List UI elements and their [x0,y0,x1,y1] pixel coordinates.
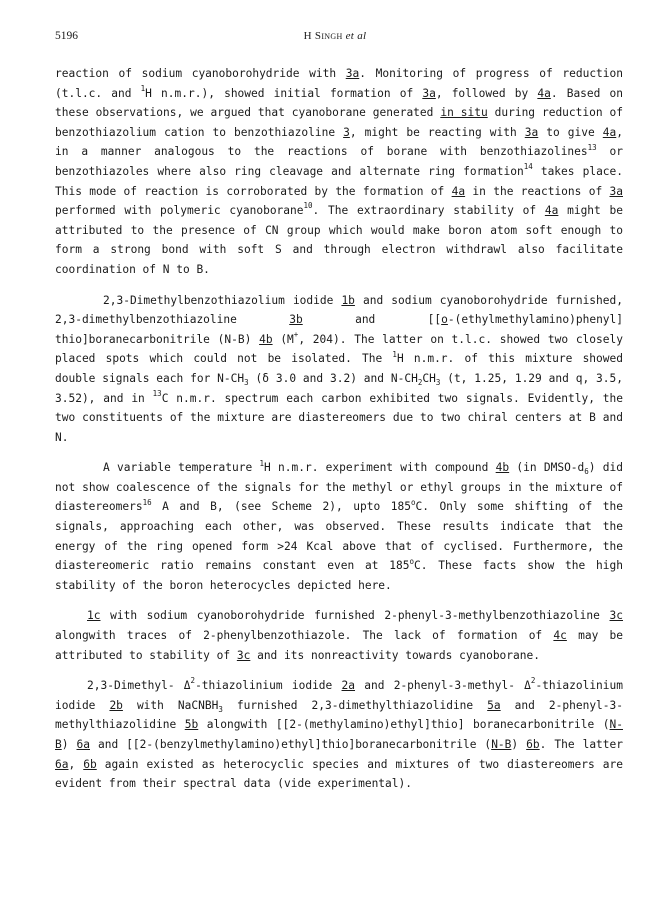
text-run: and [[ [302,313,442,327]
paragraph [55,676,623,794]
text-run: might be attributed to the presence of CN group which would make boron atom soft enough to form a strong bond with soft S and through electron withdrawl also facilitate coordination of N to B. [55,204,623,276]
text-run: to give [538,125,603,139]
text-run: C. Only some shifting of the signals, approaching each other, was observed. These results indicate that the energy of the ring opened form >24 Kcal above that of cyclised. Furthermore, the diastereomeric ratio remains constant even at 185 [55,500,623,573]
text-run: again existed as heterocyclic species and mixtures of two diastereomers are evident from their spectral data (vide experimental). [55,757,623,791]
text-run: C n.m.r. spectrum each carbon exhibited two signals. Evidently, the two constituents of the mixture are diastereomers due to two chiral centers at B and N. [55,391,624,444]
running-head-etal: et al [345,30,367,42]
text-run: -(ethylmethylamino)phenyl] thio]boranecarbonitrile (N-B) [55,313,624,346]
text-run: takes place. This mode of reaction is corroborated by the formation of [55,164,624,198]
text-run: , in a manner analogous to the reactions of borane with benzothiazolines [55,125,624,159]
text-run: and [[2-(benzylmethylamino)ethyl]thio]boranecarbonitrile ( [89,738,492,751]
text-run: H n.m.r. of this mixture showed double signals each for N-CH [55,352,623,385]
text-run: . The latter [539,738,623,751]
superscript: 13 [587,142,597,152]
paragraph [55,458,623,595]
text-run: performed with polymeric cyanoborane [55,204,304,218]
text-run: (t, 1.25, 1.29 and q, 3.5, 3.52), and in [55,371,623,405]
compound-ref: 3c [609,609,623,623]
text-run: ) [511,738,527,751]
superscript: 2 [530,676,536,686]
compound-ref: 2a [341,679,356,693]
text-run: -thiazolinium iodide [195,679,342,693]
page-header [55,30,615,46]
compound-ref: 5b [184,718,199,732]
text-run: ) did not show coalescence of the signals for the methyl or ethyl groups in the mixture of diastereomers [55,461,623,514]
compound-ref: 4a [544,204,559,218]
compound-ref: in situ [440,106,488,120]
text-run: , followed by [435,86,538,100]
compound-ref: 3c [236,648,251,662]
text-run: and its nonreactivity towards cyanoborane. [250,648,540,662]
compound-ref: 4b [259,332,273,346]
paragraph [55,64,623,280]
text-run: 2,3-Dimethylbenzothiazolium iodide [103,293,342,307]
superscript: 13 [152,388,162,398]
compound-ref: 6b [83,757,97,771]
text-run: ) [61,738,77,751]
running-head [55,30,615,42]
superscript: 16 [142,497,152,507]
compound-ref: 6b [526,738,540,751]
superscript: 14 [523,162,533,172]
compound-ref: 1c [87,609,101,623]
text-run: may be attributed to stability of [55,629,623,662]
compound-ref: N-B [55,718,623,751]
compound-ref: 3a [345,67,360,80]
subscript: 3 [218,705,223,715]
superscript: 1 [140,83,146,93]
text-run: , [68,757,84,771]
text-run: H n.m.r.), showed initial formation of [145,86,423,100]
compound-ref: 3a [524,125,539,139]
subscript: 3 [435,378,441,388]
text-run: (δ 3.0 and 3.2) and N-CH [248,371,418,385]
text-run: H n.m.r. experiment with compound [264,461,496,475]
superscript: 2 [190,676,196,686]
text-run: . Based on these observations, we argued that cyanoborane generated [55,86,624,120]
text-run: in the reactions of [465,184,610,198]
paragraph [55,606,623,665]
superscript: + [293,329,299,339]
text-run: with NaCNBH [122,698,219,712]
text-run: , 204). The latter on t.l.c. showed two closely placed spots which could not be isolated. The [55,332,623,366]
compound-ref: 4a [537,86,551,100]
compound-ref: 6a [76,738,90,751]
text-run: A and B, (see Scheme 2), upto 185 [151,500,411,514]
text-run: alongwith traces of 2-phenylbenzothiazole. The lack of formation of [55,629,554,643]
text-run: furnished 2,3-dimethylthiazolidine [222,698,488,712]
text-run: (in DMSO-d [509,461,585,475]
text-run: . The extraordinary stability of [312,204,545,218]
text-run: and sodium cyanoborohydride furnished, 2,3-dimethylbenzothiazoline [55,293,623,327]
text-run: C. These facts show the high stability of the boron heterocycles depicted here. [55,559,623,592]
subscript: 6 [584,467,589,477]
compound-ref: N-B [491,738,512,751]
text-run: -thiazolinium iodide [55,679,623,712]
text-run: or benzothiazoles where also ring cleavage and alternate ring formation [55,145,623,178]
body-text [55,64,623,805]
text-run: and 2-phenyl-3-methylthiazolidine [55,698,623,732]
superscript: 1 [259,458,265,468]
text-run: and 2-phenyl-3-methyl- Δ [355,679,531,693]
compound-ref: 5a [487,698,501,712]
compound-ref: o [441,313,448,327]
text-run: 2,3-Dimethyl- Δ [87,679,191,693]
superscript: o [410,497,416,507]
compound-ref: 2b [109,698,123,712]
superscript: 1 [392,349,397,359]
text-run: A variable temperature [103,461,260,475]
compound-ref: 6a [55,757,69,771]
text-run: CH [422,371,436,385]
superscript: 10 [303,201,313,211]
compound-ref: 1b [341,293,355,307]
page-number: 5196 [55,30,78,42]
compound-ref: 3 [343,125,350,139]
superscript: o [409,556,415,566]
running-head-author: H Singh [303,30,343,42]
text-run: (M [272,332,294,346]
text-run: , might be reacting with [349,125,525,139]
compound-ref: 3b [289,313,303,327]
text-run: reaction of sodium cyanoborohydride with [55,67,346,80]
text-run: alongwith [[2-(methylamino)ethyl]thio] boranecarbonitrile ( [198,718,610,732]
text-run: during reduction of benzothiazolium cation to benzothiazoline [55,106,623,139]
paragraph [55,291,623,448]
text-run: . Monitoring of progress of reduction (t.l.c. and [55,67,624,100]
compound-ref: 4a [602,125,617,139]
compound-ref: 3a [609,184,623,198]
compound-ref: 4c [553,629,567,643]
compound-ref: 3a [422,86,436,100]
compound-ref: 4b [495,461,510,475]
text-run: with sodium cyanoborohydride furnished 2-phenyl-3-methylbenzothiazoline [100,609,610,623]
subscript: 3 [244,378,249,388]
subscript: 2 [417,378,423,388]
compound-ref: 4a [451,184,466,198]
